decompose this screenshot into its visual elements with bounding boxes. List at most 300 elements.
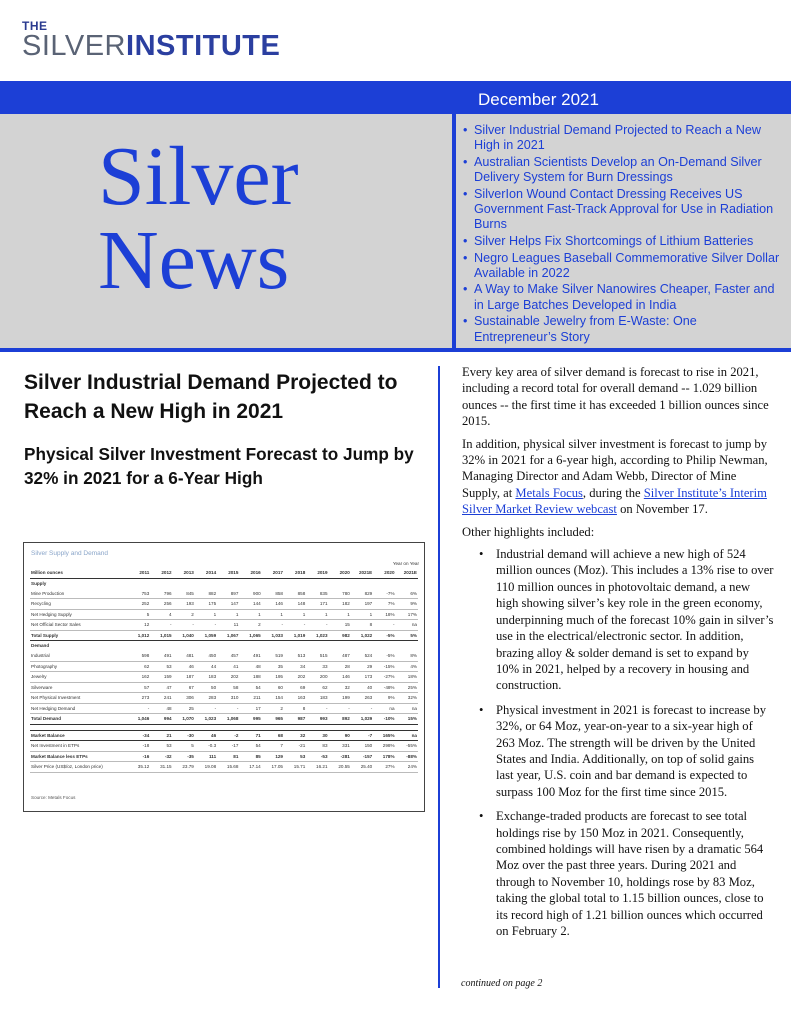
table-cell: 175 bbox=[195, 599, 217, 610]
table-cell: 202 bbox=[217, 672, 239, 683]
toc-item[interactable]: • Negro Leagues Baseball Commemorative Silver Dollar Available in 2022 bbox=[462, 251, 780, 282]
row-label: Supply bbox=[31, 580, 47, 586]
highlights-list bbox=[462, 546, 774, 939]
issue-date: December 2021 bbox=[478, 90, 599, 109]
table-cell: 2021E bbox=[396, 568, 418, 578]
table-cell: 21 bbox=[150, 730, 172, 741]
toc-item[interactable]: • A Way to Make Silver Nanowires Cheaper, Faster and in Large Batches Developed in India bbox=[462, 282, 780, 313]
table-cell: 892 bbox=[329, 714, 351, 725]
table-cell: 1,065 bbox=[239, 630, 261, 641]
table-cell: 144 bbox=[239, 599, 261, 610]
table-cell: -0.3 bbox=[195, 741, 217, 752]
table-cell: -48% bbox=[373, 682, 395, 693]
table-cell: 283 bbox=[195, 693, 217, 704]
table-row bbox=[30, 661, 418, 672]
table-cell: 1,067 bbox=[217, 630, 239, 641]
table-cell: 28 bbox=[329, 661, 351, 672]
row-label: Demand bbox=[31, 643, 50, 648]
table-cell: -5% bbox=[373, 630, 395, 641]
table-cell: 829 bbox=[351, 589, 373, 599]
table-cell: 1,059 bbox=[195, 630, 217, 641]
row-label: Industrial bbox=[30, 651, 128, 661]
table-row bbox=[30, 693, 418, 704]
table-cell: 18% bbox=[373, 609, 395, 620]
title-line-news: News bbox=[98, 214, 290, 307]
table-cell: -21 bbox=[284, 741, 306, 752]
table-cell: 2015 bbox=[217, 568, 239, 578]
table-cell: 54 bbox=[239, 682, 261, 693]
table-cell: 5% bbox=[396, 630, 418, 641]
table-cell: 256 bbox=[150, 599, 172, 610]
table-cell: 81 bbox=[217, 751, 239, 762]
table-cell: 263 bbox=[351, 693, 373, 704]
table-cell: 150 bbox=[351, 741, 373, 752]
webcast-link[interactable]: Silver Institute’s Interim Silver Market Review webcast bbox=[462, 485, 767, 517]
table-cell: 25.40 bbox=[351, 762, 373, 773]
table-cell: 171 bbox=[306, 599, 328, 610]
table-cell: 982 bbox=[329, 630, 351, 641]
table-cell: 50 bbox=[195, 682, 217, 693]
table-cell: - bbox=[284, 620, 306, 631]
table-cell: 35.12 bbox=[128, 762, 150, 773]
logo-the: THE bbox=[22, 19, 48, 33]
table-cell: 2020 bbox=[373, 568, 395, 578]
table-cell: 1,029 bbox=[351, 714, 373, 725]
table-cell: 15 bbox=[329, 620, 351, 631]
table-cell: 16.21 bbox=[306, 762, 328, 773]
table-cell: 4% bbox=[396, 661, 418, 672]
table-cell: 481 bbox=[173, 651, 195, 661]
table-cell: 993 bbox=[306, 714, 328, 725]
table-cell: - bbox=[262, 620, 284, 631]
article-headline: Silver Industrial Demand Projected to Reach a New High in 2021 bbox=[24, 371, 398, 423]
toc-item[interactable]: • Australian Scientists Develop an On-Demand Silver Delivery System for Burn Dressings bbox=[462, 155, 780, 186]
paragraph-text: on November 17. bbox=[616, 502, 708, 517]
highlight-item: • Exchange-traded products are forecast to see total holdings rise by 150 Moz in 2021. Consequently, combined holdings will have risen by a dramatic 564 Moz over the past three years. During 2021 and through to November 10, holdings rose by 83 Moz, taking the global total to 1.15 billion ounces, close to its record high of 1.21 billion ounces which occurred on February 2. bbox=[462, 808, 774, 939]
table-cell: 53 bbox=[150, 661, 172, 672]
table-cell: 1 bbox=[195, 609, 217, 620]
row-label: Market Balance bbox=[30, 730, 128, 741]
table-cell: -53 bbox=[306, 751, 328, 762]
table-cell: 62 bbox=[128, 661, 150, 672]
table-cell: 162 bbox=[128, 672, 150, 683]
article-body bbox=[462, 364, 774, 947]
table-cell: 1,015 bbox=[150, 630, 172, 641]
table-cell: 193 bbox=[173, 599, 195, 610]
table-cell: 17% bbox=[396, 609, 418, 620]
table-cell: 780 bbox=[329, 589, 351, 599]
table-cell: 2016 bbox=[239, 568, 261, 578]
table-cell: - bbox=[373, 620, 395, 631]
table-cell: 5 bbox=[128, 609, 150, 620]
table-cell: 835 bbox=[306, 589, 328, 599]
table-cell: 858 bbox=[284, 589, 306, 599]
row-label: Jewelry bbox=[30, 672, 128, 683]
table-cell: 147 bbox=[217, 599, 239, 610]
table-row bbox=[30, 682, 418, 693]
article-subhead: Physical Silver Investment Forecast to Jump by 32% in 2021 for a 6-Year High bbox=[24, 444, 414, 488]
table-cell: -18 bbox=[128, 741, 150, 752]
row-label: Silverware bbox=[30, 682, 128, 693]
table-cell: 9% bbox=[373, 693, 395, 704]
masthead-blue-bar bbox=[0, 81, 791, 114]
row-label: Net Hedging Demand bbox=[30, 703, 128, 714]
table-cell: 2 bbox=[262, 703, 284, 714]
table-cell: 753 bbox=[128, 589, 150, 599]
table-cell: 24% bbox=[396, 762, 418, 773]
table-cell: 44 bbox=[195, 661, 217, 672]
table-cell: 30 bbox=[306, 730, 328, 741]
table-cell: 20.55 bbox=[329, 762, 351, 773]
table-cell: 32% bbox=[396, 693, 418, 704]
table-cell: 4 bbox=[150, 609, 172, 620]
table-cell: 2021E bbox=[351, 568, 373, 578]
table-cell: 54 bbox=[239, 741, 261, 752]
highlight-item: • Physical investment in 2021 is forecast to increase by 32%, or 64 Moz, year-on-year to a six-year high of 263 Moz. The strength will be driven by the United States and India. Additionally, on top of solid gains last year, U.S. coin and bar demand is expected to surpass 100 Moz for the first time since 2015. bbox=[462, 702, 774, 800]
table-cell: 25% bbox=[396, 682, 418, 693]
table-cell: 796 bbox=[150, 589, 172, 599]
table-row bbox=[30, 703, 418, 714]
table-balance-row bbox=[30, 741, 418, 752]
table-cell: -34 bbox=[128, 730, 150, 741]
table-cell: 165% bbox=[373, 730, 395, 741]
table-cell: 1,012 bbox=[128, 630, 150, 641]
table-cell: 524 bbox=[351, 651, 373, 661]
supply-demand-table-figure bbox=[23, 542, 425, 812]
table-cell: 41 bbox=[217, 661, 239, 672]
table-cell: 1 bbox=[284, 609, 306, 620]
table-cell: 897 bbox=[217, 589, 239, 599]
table-cell: 15.68 bbox=[217, 762, 239, 773]
table-cell: 18% bbox=[396, 672, 418, 683]
table-cell: 202 bbox=[284, 672, 306, 683]
table-cell: 15% bbox=[396, 714, 418, 725]
table-cell: - bbox=[306, 703, 328, 714]
table-section-heading bbox=[30, 578, 418, 589]
paragraph bbox=[462, 436, 774, 518]
table-cell: 310 bbox=[217, 693, 239, 704]
table-total-row bbox=[30, 714, 418, 725]
table-cell: 8 bbox=[284, 703, 306, 714]
table-cell: 183 bbox=[306, 693, 328, 704]
table-cell: 83 bbox=[306, 741, 328, 752]
row-label: Net Official Sector Sales bbox=[30, 620, 128, 631]
row-label: Net Physical Investment bbox=[30, 693, 128, 704]
table-cell: 154 bbox=[262, 693, 284, 704]
table-cell: -5% bbox=[373, 651, 395, 661]
row-label: Total Supply bbox=[30, 630, 128, 641]
table-cell: 513 bbox=[284, 651, 306, 661]
table-cell: - bbox=[173, 620, 195, 631]
table-cell: na bbox=[396, 730, 418, 741]
table-cell: 5 bbox=[173, 741, 195, 752]
table-cell: 1,040 bbox=[173, 630, 195, 641]
table-cell: 845 bbox=[173, 589, 195, 599]
table-cell: 1 bbox=[217, 609, 239, 620]
table-cell: 178% bbox=[373, 751, 395, 762]
logo-word-institute: INSTITUTE bbox=[126, 30, 281, 62]
table-cell: 48 bbox=[239, 661, 261, 672]
table-cell: 2013 bbox=[173, 568, 195, 578]
table-cell: 1 bbox=[351, 609, 373, 620]
silver-institute-logo bbox=[22, 20, 280, 60]
table-cell: 183 bbox=[195, 672, 217, 683]
table-cell: 1,019 bbox=[284, 630, 306, 641]
table-cell: 69 bbox=[284, 682, 306, 693]
table-cell: 32 bbox=[329, 682, 351, 693]
table-cell: 146 bbox=[329, 672, 351, 683]
row-label: Market Balance less ETPs bbox=[30, 751, 128, 762]
table-cell: 1,033 bbox=[262, 630, 284, 641]
table-cell: 1,022 bbox=[351, 630, 373, 641]
supply-demand-table bbox=[30, 568, 418, 773]
toc-item[interactable]: • Sustainable Jewelry from E-Waste: One Entrepreneur’s Story bbox=[462, 314, 780, 345]
table-row bbox=[30, 651, 418, 661]
table-cell: 19.08 bbox=[195, 762, 217, 773]
masthead-divider bbox=[452, 85, 456, 348]
table-row bbox=[30, 672, 418, 683]
table-cell: 1,046 bbox=[128, 714, 150, 725]
table-cell: 1 bbox=[239, 609, 261, 620]
table-cell: 17.05 bbox=[262, 762, 284, 773]
table-cell: 173 bbox=[351, 672, 373, 683]
table-cell: -55% bbox=[396, 741, 418, 752]
masthead-bottom-rule bbox=[0, 348, 791, 352]
table-cell: 491 bbox=[150, 651, 172, 661]
table-cell: 519 bbox=[262, 651, 284, 661]
table-cell: - bbox=[128, 703, 150, 714]
table-cell: 62 bbox=[306, 682, 328, 693]
paragraph: Every key area of silver demand is forecast to rise in 2021, including a record total for overall demand -- 1.029 billion ounces -- the first time it has exceeded 1 billion ounces since 2015. bbox=[462, 365, 769, 429]
table-cell: 9% bbox=[396, 599, 418, 610]
table-cell: 58 bbox=[217, 682, 239, 693]
table-balance-row bbox=[30, 751, 418, 762]
table-cell: 491 bbox=[239, 651, 261, 661]
table-cell: 53 bbox=[150, 741, 172, 752]
toc-item[interactable]: • Silver Helps Fix Shortcomings of Lithium Batteries bbox=[462, 234, 780, 249]
table-cell: 2014 bbox=[195, 568, 217, 578]
table-cell: 46 bbox=[195, 730, 217, 741]
paragraph-text: In addition, physical silver investment is forecast to jump by 32% in 2021 for a 6-year high, according to Philip Newman, Managing Director and Adam Webb, Director of Mine Supply, at bbox=[462, 436, 768, 500]
table-cell: 32 bbox=[284, 730, 306, 741]
table-cell: - bbox=[150, 620, 172, 631]
table-cell: 34 bbox=[284, 661, 306, 672]
newsletter-title bbox=[98, 130, 299, 307]
table-cell: 197 bbox=[351, 599, 373, 610]
table-cell: 450 bbox=[195, 651, 217, 661]
logo-name bbox=[22, 32, 280, 60]
table-cell: -17 bbox=[217, 741, 239, 752]
table-title: Silver Supply and Demand bbox=[31, 550, 108, 557]
table-cell: 306 bbox=[173, 693, 195, 704]
row-label: Net Investment in ETPs bbox=[30, 741, 128, 752]
table-cell: 598 bbox=[128, 651, 150, 661]
table-cell: 2 bbox=[173, 609, 195, 620]
row-label: Silver Price (US$/oz, London price) bbox=[30, 762, 128, 773]
table-cell: 1 bbox=[329, 609, 351, 620]
table-cell: 965 bbox=[262, 714, 284, 725]
table-cell: 60 bbox=[262, 682, 284, 693]
table-cell: na bbox=[396, 620, 418, 631]
table-cell: 457 bbox=[217, 651, 239, 661]
table-cell: 67 bbox=[173, 682, 195, 693]
table-cell: - bbox=[195, 703, 217, 714]
table-cell: 188 bbox=[239, 672, 261, 683]
column-divider bbox=[438, 366, 440, 988]
paragraph-text: , during the bbox=[582, 485, 644, 500]
table-cell: 27% bbox=[373, 762, 395, 773]
title-line-silver: Silver bbox=[98, 130, 299, 223]
logo-word-silver: SILVER bbox=[22, 30, 127, 62]
table-cell: 199 bbox=[329, 693, 351, 704]
table-cell: 195 bbox=[262, 672, 284, 683]
table-cell: -32 bbox=[150, 751, 172, 762]
table-cell: 273 bbox=[128, 693, 150, 704]
table-cell: 85 bbox=[239, 751, 261, 762]
table-cell: -35 bbox=[173, 751, 195, 762]
table-cell: 187 bbox=[173, 672, 195, 683]
table-header-row bbox=[30, 568, 418, 578]
row-label: Recycling bbox=[30, 599, 128, 610]
table-cell: -16 bbox=[128, 751, 150, 762]
table-cell: 252 bbox=[128, 599, 150, 610]
table-cell: 882 bbox=[195, 589, 217, 599]
metals-focus-link[interactable]: Metals Focus bbox=[515, 485, 583, 500]
table-cell: 2017 bbox=[262, 568, 284, 578]
table-cell: 46 bbox=[173, 661, 195, 672]
continued-note: continued on page 2 bbox=[461, 978, 543, 989]
table-cell: 995 bbox=[239, 714, 261, 725]
table-cell: 200 bbox=[306, 672, 328, 683]
table-cell: -27% bbox=[373, 672, 395, 683]
row-label: Total Demand bbox=[30, 714, 128, 725]
table-cell: 71 bbox=[239, 730, 261, 741]
table-cell: 858 bbox=[262, 589, 284, 599]
table-cell: 900 bbox=[239, 589, 261, 599]
table-cell: 7% bbox=[373, 599, 395, 610]
table-cell: 129 bbox=[262, 751, 284, 762]
table-cell: 1,023 bbox=[306, 630, 328, 641]
table-cell: 1,023 bbox=[195, 714, 217, 725]
table-cell: 57 bbox=[128, 682, 150, 693]
table-cell: 7 bbox=[262, 741, 284, 752]
table-cell: - bbox=[329, 703, 351, 714]
table-cell: 8% bbox=[396, 651, 418, 661]
table-cell: 487 bbox=[329, 651, 351, 661]
table-cell: 6% bbox=[396, 589, 418, 599]
table-cell: 146 bbox=[262, 599, 284, 610]
toc-item[interactable]: • SilverIon Wound Contact Dressing Receives US Government Fast-Track Approval for Use in Radiation Burns bbox=[462, 187, 780, 233]
table-cell: 182 bbox=[329, 599, 351, 610]
table-cell: -157 bbox=[351, 751, 373, 762]
table-cell: 1,068 bbox=[217, 714, 239, 725]
table-cell: 48 bbox=[150, 703, 172, 714]
table-cell: -7% bbox=[373, 589, 395, 599]
row-label: Million ounces bbox=[30, 568, 128, 578]
table-cell: 12 bbox=[128, 620, 150, 631]
table-yoy-label: Year on Year bbox=[392, 561, 419, 566]
table-section-heading bbox=[30, 641, 418, 652]
table-source: Source: Metals Focus bbox=[31, 795, 76, 800]
table-cell: 987 bbox=[284, 714, 306, 725]
table-balance-row bbox=[30, 762, 418, 773]
table-cell: 2 bbox=[239, 620, 261, 631]
table-cell: -7 bbox=[351, 730, 373, 741]
highlight-item: • Industrial demand will achieve a new high of 524 million ounces (Moz). This includes a 13% rise to over 110 million ounces in photovoltaic demand, a new high showing silver’s key role in the green economy, underpinning much of the forecast 10% gain in silver’s use in the electrical/electronic sector. In addition, brazing alloy & solder demand is set to expand by 10% in 2021, helped by a recovery in housing and construction. bbox=[462, 546, 774, 694]
row-label: Mine Production bbox=[30, 589, 128, 599]
table-cell: 33 bbox=[306, 661, 328, 672]
table-cell: 298% bbox=[373, 741, 395, 752]
toc-item[interactable]: • Silver Industrial Demand Projected to Reach a New High in 2021 bbox=[462, 123, 780, 154]
table-cell: 2019 bbox=[306, 568, 328, 578]
table-cell: 994 bbox=[150, 714, 172, 725]
paragraph: Other highlights included: bbox=[462, 524, 595, 539]
table-cell: 1,070 bbox=[173, 714, 195, 725]
table-cell: 11 bbox=[217, 620, 239, 631]
table-cell: - bbox=[217, 703, 239, 714]
table-cell: -15% bbox=[373, 661, 395, 672]
table-cell: 241 bbox=[150, 693, 172, 704]
table-cell: 53 bbox=[284, 751, 306, 762]
table-cell: 2011 bbox=[128, 568, 150, 578]
table-balance-row bbox=[30, 730, 418, 741]
table-cell: 40 bbox=[351, 682, 373, 693]
table-cell: -281 bbox=[329, 751, 351, 762]
table-cell: 211 bbox=[239, 693, 261, 704]
row-label: Net Hedging Supply bbox=[30, 609, 128, 620]
table-cell: 8 bbox=[351, 620, 373, 631]
table-cell: 31.15 bbox=[150, 762, 172, 773]
table-cell: 2018 bbox=[284, 568, 306, 578]
table-cell: 515 bbox=[306, 651, 328, 661]
table-row bbox=[30, 609, 418, 620]
table-cell: 2020 bbox=[329, 568, 351, 578]
table-cell: 15.71 bbox=[284, 762, 306, 773]
table-cell: na bbox=[373, 703, 395, 714]
table-cell: 2012 bbox=[150, 568, 172, 578]
table-cell: 47 bbox=[150, 682, 172, 693]
table-cell: -10% bbox=[373, 714, 395, 725]
table-total-row bbox=[30, 630, 418, 641]
table-row bbox=[30, 620, 418, 631]
table-row bbox=[30, 599, 418, 610]
table-row bbox=[30, 589, 418, 599]
table-of-contents bbox=[462, 123, 780, 346]
table-cell: 25 bbox=[173, 703, 195, 714]
table-cell: 17 bbox=[239, 703, 261, 714]
table-cell: -2 bbox=[217, 730, 239, 741]
table-cell: 90 bbox=[329, 730, 351, 741]
table-cell: 68 bbox=[262, 730, 284, 741]
table-cell: 35 bbox=[262, 661, 284, 672]
table-cell: 1 bbox=[262, 609, 284, 620]
table-cell: 1 bbox=[306, 609, 328, 620]
table-cell: - bbox=[306, 620, 328, 631]
table-cell: 331 bbox=[329, 741, 351, 752]
table-cell: 17.14 bbox=[239, 762, 261, 773]
table-cell: - bbox=[195, 620, 217, 631]
table-cell: 23.79 bbox=[173, 762, 195, 773]
table-cell: 163 bbox=[284, 693, 306, 704]
table-cell: -30 bbox=[173, 730, 195, 741]
table-cell: 111 bbox=[195, 751, 217, 762]
table-cell: na bbox=[396, 703, 418, 714]
table-cell: 29 bbox=[351, 661, 373, 672]
table-cell: - bbox=[351, 703, 373, 714]
table-cell: 159 bbox=[150, 672, 172, 683]
table-cell: 148 bbox=[284, 599, 306, 610]
table-cell: -88% bbox=[396, 751, 418, 762]
